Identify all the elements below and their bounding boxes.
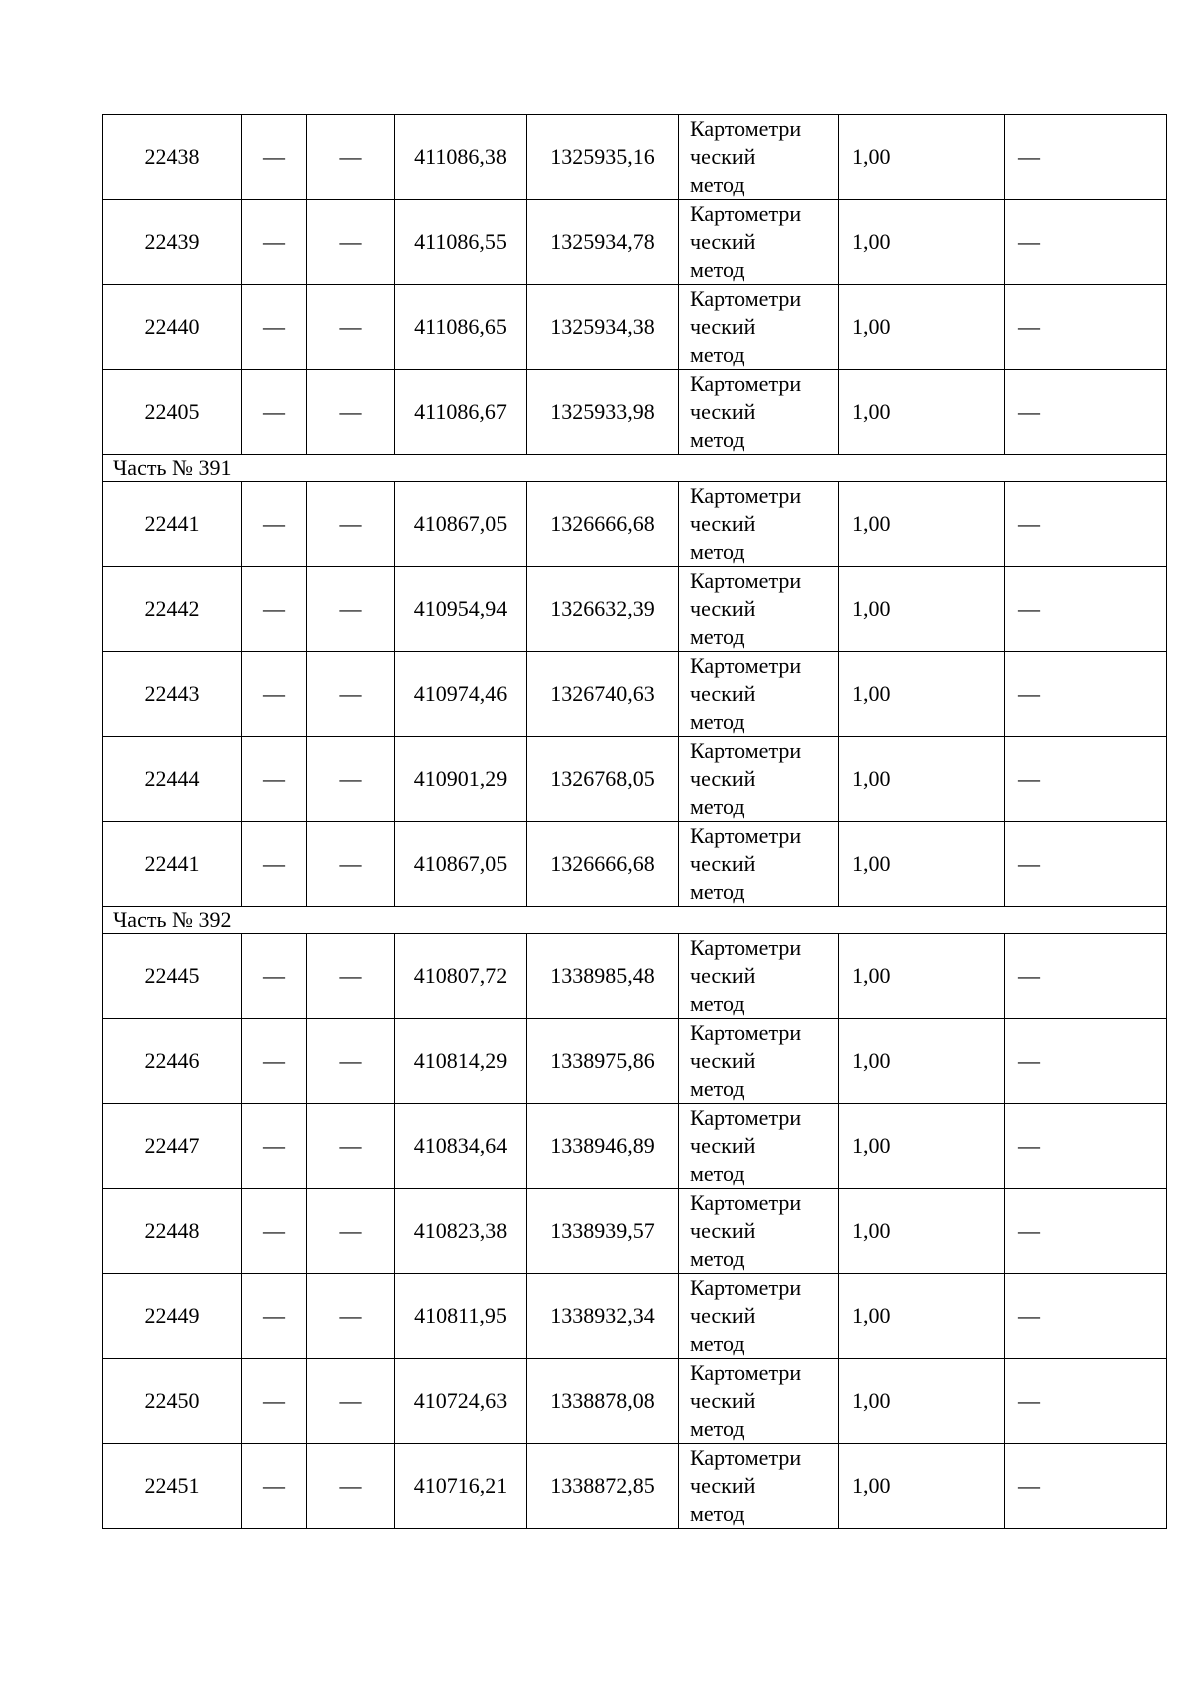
method-text-line: ческий [690,399,756,424]
table-row [103,934,1167,1019]
point-number-cell: 22448 [103,1189,242,1274]
method-text-line: ческий [690,1473,756,1498]
method-text-line: метод [690,539,745,564]
method-text-line: Картометри [690,738,802,763]
method-text-line: метод [690,991,745,1016]
coordinate-y-cell: 1338878,08 [527,1359,679,1444]
method-text-line: метод [690,1246,745,1271]
empty-value-cell: — [307,1019,395,1104]
empty-value-cell: — [307,1189,395,1274]
empty-value-cell: — [242,567,307,652]
empty-value-cell: — [242,1189,307,1274]
table-row [103,115,1167,200]
method-text-line: ческий [690,314,756,339]
coordinate-y-cell: 1338939,57 [527,1189,679,1274]
coordinate-y-cell: 1338985,48 [527,934,679,1019]
method-text-line: Картометри [690,823,802,848]
table-row [103,1444,1167,1529]
method-text-line: Картометри [690,1105,802,1130]
coordinate-x-cell: 410867,05 [395,482,527,567]
empty-value-cell: — [307,567,395,652]
note-cell: — [1005,200,1167,285]
method-cell [679,482,839,567]
note-cell: — [1005,567,1167,652]
note-cell: — [1005,934,1167,1019]
empty-value-cell: — [307,1359,395,1444]
method-text-line: Картометри [690,1445,802,1470]
note-cell: — [1005,1444,1167,1529]
table-row [103,652,1167,737]
table-body [103,115,1167,1529]
accuracy-cell: 1,00 [839,285,1005,370]
table-row [103,1189,1167,1274]
method-cell [679,1189,839,1274]
method-text-line: метод [690,1331,745,1356]
part-header-row [103,907,1167,934]
method-text-line: Картометри [690,1020,802,1045]
point-number-cell: 22450 [103,1359,242,1444]
point-number-cell: 22440 [103,285,242,370]
coordinate-x-cell: 410811,95 [395,1274,527,1359]
table-row [103,482,1167,567]
method-text-line: метод [690,1161,745,1186]
coordinate-y-cell: 1338872,85 [527,1444,679,1529]
coordinate-x-cell: 410823,38 [395,1189,527,1274]
point-number-cell: 22441 [103,822,242,907]
method-cell [679,1104,839,1189]
coordinate-y-cell: 1326740,63 [527,652,679,737]
accuracy-cell: 1,00 [839,1019,1005,1104]
method-text-line: ческий [690,963,756,988]
empty-value-cell: — [242,1104,307,1189]
empty-value-cell: — [307,370,395,455]
part-label: Часть № 392 [103,907,1167,934]
coordinate-x-cell: 411086,65 [395,285,527,370]
coordinate-x-cell: 410867,05 [395,822,527,907]
table-row [103,1019,1167,1104]
point-number-cell: 22443 [103,652,242,737]
note-cell: — [1005,737,1167,822]
accuracy-cell: 1,00 [839,1274,1005,1359]
point-number-cell: 22441 [103,482,242,567]
note-cell: — [1005,285,1167,370]
part-header-row [103,455,1167,482]
table-row [103,1104,1167,1189]
coordinate-x-cell: 410901,29 [395,737,527,822]
coordinate-x-cell: 410974,46 [395,652,527,737]
method-cell [679,652,839,737]
note-cell: — [1005,1104,1167,1189]
method-text-line: ческий [690,1048,756,1073]
method-text-line: метод [690,1501,745,1526]
coordinate-y-cell: 1338975,86 [527,1019,679,1104]
method-text-line: метод [690,709,745,734]
coordinate-y-cell: 1326666,68 [527,822,679,907]
coordinate-x-cell: 410814,29 [395,1019,527,1104]
method-text-line: ческий [690,1303,756,1328]
accuracy-cell: 1,00 [839,737,1005,822]
accuracy-cell: 1,00 [839,822,1005,907]
note-cell: — [1005,482,1167,567]
table-row [103,822,1167,907]
table-row [103,200,1167,285]
empty-value-cell: — [307,1104,395,1189]
method-text-line: Картометри [690,653,802,678]
empty-value-cell: — [307,115,395,200]
empty-value-cell: — [242,1444,307,1529]
accuracy-cell: 1,00 [839,652,1005,737]
coordinate-y-cell: 1325935,16 [527,115,679,200]
accuracy-cell: 1,00 [839,567,1005,652]
method-text-line: ческий [690,1218,756,1243]
empty-value-cell: — [307,1444,395,1529]
method-text-line: Картометри [690,371,802,396]
empty-value-cell: — [242,115,307,200]
accuracy-cell: 1,00 [839,934,1005,1019]
method-text-line: ческий [690,681,756,706]
point-number-cell: 22447 [103,1104,242,1189]
method-text-line: Картометри [690,1190,802,1215]
empty-value-cell: — [242,652,307,737]
note-cell: — [1005,822,1167,907]
point-number-cell: 22445 [103,934,242,1019]
point-number-cell: 22449 [103,1274,242,1359]
note-cell: — [1005,115,1167,200]
method-text-line: Картометри [690,1360,802,1385]
method-text-line: Картометри [690,935,802,960]
method-cell [679,1359,839,1444]
method-text-line: ческий [690,229,756,254]
note-cell: — [1005,1019,1167,1104]
table-row [103,370,1167,455]
note-cell: — [1005,1189,1167,1274]
method-cell [679,737,839,822]
empty-value-cell: — [307,200,395,285]
method-cell [679,1274,839,1359]
method-text-line: метод [690,1076,745,1101]
method-text-line: ческий [690,511,756,536]
method-text-line: метод [690,624,745,649]
point-number-cell: 22405 [103,370,242,455]
method-text-line: метод [690,879,745,904]
accuracy-cell: 1,00 [839,115,1005,200]
coordinates-table [102,114,1167,1529]
coordinate-y-cell: 1338946,89 [527,1104,679,1189]
method-text-line: ческий [690,596,756,621]
method-text-line: ческий [690,144,756,169]
coordinate-y-cell: 1338932,34 [527,1274,679,1359]
empty-value-cell: — [307,934,395,1019]
coordinate-y-cell: 1325933,98 [527,370,679,455]
empty-value-cell: — [307,285,395,370]
coordinate-x-cell: 410716,21 [395,1444,527,1529]
accuracy-cell: 1,00 [839,482,1005,567]
method-cell [679,822,839,907]
method-text-line: метод [690,794,745,819]
accuracy-cell: 1,00 [839,200,1005,285]
empty-value-cell: — [242,1019,307,1104]
accuracy-cell: 1,00 [839,1444,1005,1529]
coordinate-y-cell: 1326666,68 [527,482,679,567]
empty-value-cell: — [307,652,395,737]
empty-value-cell: — [242,737,307,822]
method-text-line: ческий [690,1133,756,1158]
method-cell [679,567,839,652]
note-cell: — [1005,652,1167,737]
empty-value-cell: — [242,934,307,1019]
empty-value-cell: — [242,1274,307,1359]
method-text-line: метод [690,172,745,197]
method-cell [679,1019,839,1104]
empty-value-cell: — [242,822,307,907]
point-number-cell: 22442 [103,567,242,652]
method-text-line: метод [690,427,745,452]
accuracy-cell: 1,00 [839,1189,1005,1274]
table-row [103,1274,1167,1359]
note-cell: — [1005,1359,1167,1444]
method-text-line: Картометри [690,286,802,311]
method-cell [679,370,839,455]
coordinate-x-cell: 411086,55 [395,200,527,285]
method-cell [679,934,839,1019]
empty-value-cell: — [242,482,307,567]
point-number-cell: 22438 [103,115,242,200]
empty-value-cell: — [307,482,395,567]
point-number-cell: 22444 [103,737,242,822]
empty-value-cell: — [242,285,307,370]
table-row [103,737,1167,822]
method-text-line: метод [690,1416,745,1441]
empty-value-cell: — [307,1274,395,1359]
method-text-line: метод [690,257,745,282]
method-text-line: Картометри [690,116,802,141]
coordinate-x-cell: 410807,72 [395,934,527,1019]
method-text-line: Картометри [690,483,802,508]
method-text-line: метод [690,342,745,367]
note-cell: — [1005,1274,1167,1359]
point-number-cell: 22446 [103,1019,242,1104]
table-row [103,1359,1167,1444]
accuracy-cell: 1,00 [839,1359,1005,1444]
empty-value-cell: — [242,1359,307,1444]
accuracy-cell: 1,00 [839,1104,1005,1189]
coordinate-x-cell: 411086,38 [395,115,527,200]
coordinate-y-cell: 1325934,78 [527,200,679,285]
empty-value-cell: — [242,370,307,455]
coordinate-y-cell: 1326768,05 [527,737,679,822]
accuracy-cell: 1,00 [839,370,1005,455]
coordinate-x-cell: 411086,67 [395,370,527,455]
coordinate-x-cell: 410724,63 [395,1359,527,1444]
coordinate-x-cell: 410954,94 [395,567,527,652]
empty-value-cell: — [242,200,307,285]
coordinate-y-cell: 1325934,38 [527,285,679,370]
point-number-cell: 22451 [103,1444,242,1529]
method-cell [679,115,839,200]
table-row [103,285,1167,370]
part-label: Часть № 391 [103,455,1167,482]
method-text-line: ческий [690,1388,756,1413]
empty-value-cell: — [307,737,395,822]
point-number-cell: 22439 [103,200,242,285]
coordinate-x-cell: 410834,64 [395,1104,527,1189]
method-cell [679,200,839,285]
method-text-line: Картометри [690,568,802,593]
coordinate-y-cell: 1326632,39 [527,567,679,652]
table-row [103,567,1167,652]
empty-value-cell: — [307,822,395,907]
method-text-line: ческий [690,766,756,791]
note-cell: — [1005,370,1167,455]
method-cell [679,1444,839,1529]
method-text-line: Картометри [690,1275,802,1300]
method-text-line: ческий [690,851,756,876]
method-text-line: Картометри [690,201,802,226]
method-cell [679,285,839,370]
